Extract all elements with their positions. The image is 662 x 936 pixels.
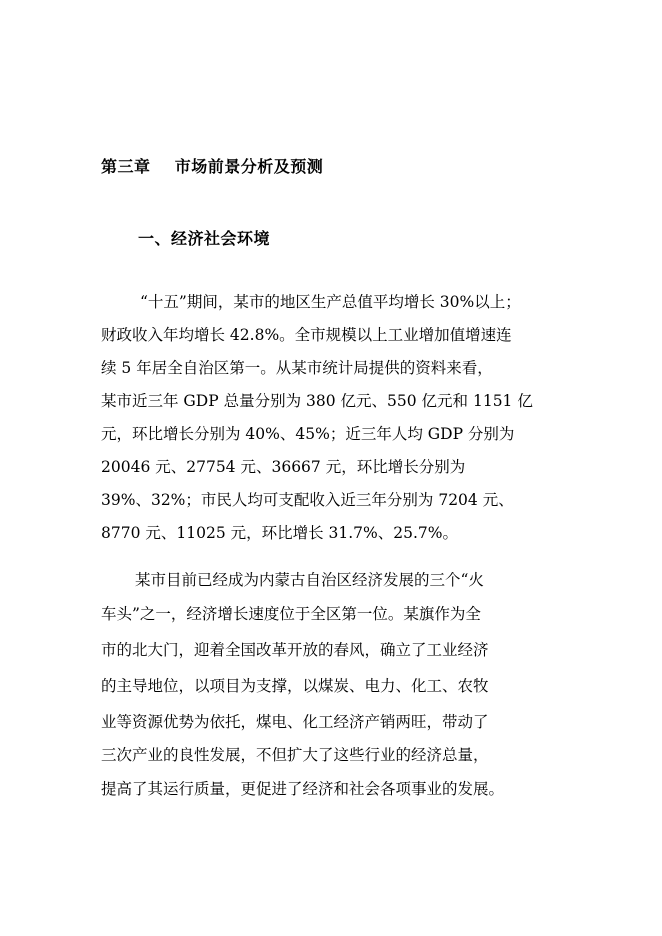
- chapter-title: 第三章 市场前景分析及预测: [101, 157, 324, 176]
- section-title: 一、经济社会环境: [138, 229, 271, 248]
- paragraph-line: 8770 元、11025 元，环比增长 31.7%、25.7%。: [101, 524, 459, 542]
- paragraph-line: 某市近三年 GDP 总量分别为 380 亿元、550 亿元和 1151 亿: [101, 392, 533, 410]
- paragraph-line: 财政收入年均增长 42.8%。全市规模以上工业增加值增速连: [101, 326, 512, 344]
- paragraph-line: 续 5 年居全自治区第一。从某市统计局提供的资料来看，: [101, 359, 493, 377]
- paragraph-line: 业等资源优势为依托，煤电、化工经济产销两旺，带动了: [101, 713, 489, 731]
- paragraph-line: 三次产业的良性发展，不但扩大了这些行业的经济总量，: [101, 746, 489, 764]
- paragraph-line: 的主导地位，以项目为支撑，以煤炭、电力、化工、农牧: [101, 677, 489, 695]
- paragraph-line: 20046 元、27754 元、36667 元，环比增长分别为: [101, 458, 466, 476]
- paragraph-line: 车头”之一，经济增长速度位于全区第一位。某旗作为全: [101, 605, 481, 623]
- paragraph-line: 元，环比增长分别为 40%、45%；近三年人均 GDP 分别为: [101, 425, 515, 443]
- paragraph-line: 39%、32%；市民人均可支配收入近三年分别为 7204 元、: [101, 491, 514, 509]
- paragraph-line: “十五”期间，某市的地区生产总值平均增长 30%以上；: [140, 293, 521, 311]
- paragraph-line: 市的北大门，迎着全国改革开放的春风，确立了工业经济: [101, 641, 489, 659]
- paragraph-line: 某市目前已经成为内蒙古自治区经济发展的三个“火: [135, 571, 484, 589]
- paragraph-line: 提高了其运行质量，更促进了经济和社会各项事业的发展。: [101, 780, 505, 798]
